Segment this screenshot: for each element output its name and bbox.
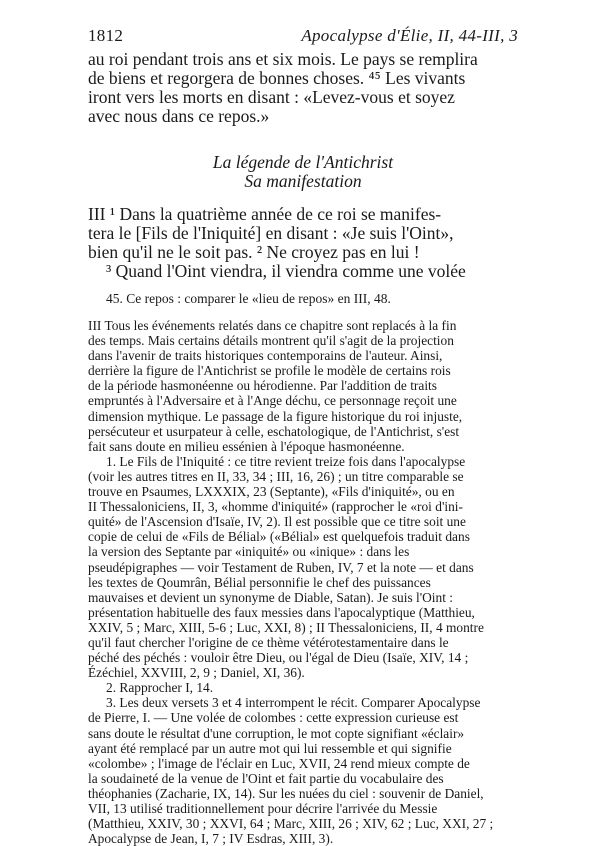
commentary-line: (voir les autres titres en II, 33, 34 ; III, 16, 26) ; un titre comparable se: [88, 468, 464, 484]
commentary-line: la version des Septante par «iniquité» ou «inique» : dans les: [88, 544, 410, 560]
commentary-line: «colombe» ; l'image de l'éclair en Luc, XVII, 24 rend mieux compte de: [88, 755, 470, 771]
commentary: [88, 318, 518, 846]
commentary-line: 1. Le Fils de l'Iniquité : ce titre revient treize fois dans l'apocalypse: [106, 453, 466, 469]
text-line: tera le [Fils de l'Iniquité] en disant : «Je suis l'Oint»,: [88, 223, 454, 243]
commentary-line: mauvaises et devient un synonyme de Diable, Satan). Je suis l'Oint :: [88, 589, 454, 605]
running-header: [88, 26, 518, 48]
text-line: avec nous dans ce repos.»: [88, 106, 270, 126]
commentary-line: VII, 13 utilisé traditionnellement pour décrire l'arrivée du Messie: [88, 801, 438, 816]
commentary-line: Apocalypse de Jean, I, 7 ; IV Esdras, XIII, 3).: [88, 831, 334, 846]
commentary-line: péché des péchés : vouloir être Dieu, ou l'égal de Dieu (Isaïe, XIV, 14 ;: [88, 650, 469, 666]
commentary-line: persécuteur et usurpateur à celle, eschatologique, de l'Antichrist, s'est: [88, 423, 460, 439]
commentary-line: ayant été remplacé par un autre mot qui lui ressemble et qui signifie: [88, 740, 452, 756]
text-line: bien qu'il ne le soit pas. ² Ne croyez pas en lui !: [88, 242, 420, 262]
commentary-line: trouve en Psaumes, LXXXIX, 23 (Septante), «Fils d'iniquité», ou en: [88, 484, 455, 500]
commentary-line: les textes de Qoumrân, Bélial personnifie le chef des puissances: [88, 574, 431, 590]
commentary-line: de Pierre, I. — Une volée de colombes : cette expression curieuse est: [88, 710, 459, 726]
commentary-line: empruntés à l'Adversaire et à l'Ange déchu, ce personnage reçoit une: [88, 393, 457, 409]
text-line: III ¹ Dans la quatrième année de ce roi se manifes-: [88, 204, 442, 224]
commentary-line: 3. Les deux versets 3 et 4 interrompent le récit. Comparer Apocalypse: [106, 695, 481, 711]
chapter-three-text: [88, 205, 518, 281]
heading-line-2: Sa manifestation: [244, 171, 362, 191]
commentary-line: dans l'avenir de traits historiques contemporains de l'auteur. Ainsi,: [88, 348, 443, 364]
commentary-line: II Thessaloniciens, II, 3, «homme d'iniquité» (rapprocher le «roi d'ini-: [88, 499, 463, 515]
commentary-line: 2. Rapprocher I, 14.: [106, 680, 214, 696]
commentary-line: des temps. Mais certains détails montrent qu'il s'agit de la projection: [88, 333, 454, 349]
commentary-line: présentation habituelle des faux messies dans l'apocalyptique (Matthieu,: [88, 604, 475, 620]
footnote-45: 45. Ce repos : comparer le «lieu de repos» en III, 48.: [106, 291, 391, 306]
commentary-line: quité» de l'Ascension d'Isaïe, IV, 2). Il est possible que ce titre soit une: [88, 514, 466, 530]
commentary-line: de la période hasmonéenne ou hérodienne. Par l'addition de traits: [88, 378, 437, 394]
text-line: ³ Quand l'Oint viendra, il viendra comme une volée: [106, 261, 466, 281]
commentary-line: pseudépigraphes — voir Testament de Ruben, IV, 7 et la note — et dans: [88, 559, 474, 575]
commentary-line: III Tous les événements relatés dans ce chapitre sont replacés à la fin: [88, 318, 457, 333]
commentary-line: copie de celui de «Fils de Bélial» («Bélial» est quelquefois traduit dans: [88, 529, 470, 545]
commentary-line: (Matthieu, XXIV, 30 ; XXVI, 64 ; Marc, XIII, 26 ; XIV, 62 ; Luc, XXI, 27 ;: [88, 816, 494, 832]
commentary-line: dimension mythique. Le passage de la figure historique du roi injuste,: [88, 408, 463, 424]
text-line: au roi pendant trois ans et six mois. Le pays se remplira: [88, 49, 478, 69]
section-heading: [88, 153, 518, 191]
commentary-line: théophanies (Zacharie, IX, 14). Sur les nuées du ciel : souvenir de Daniel,: [88, 785, 484, 801]
commentary-line: Ézéchiel, XXVIII, 2, 9 ; Daniel, XI, 36).: [88, 665, 305, 681]
page-number: 1812: [88, 26, 124, 45]
intro-paragraph: [88, 50, 518, 126]
running-title: Apocalypse d'Élie, II, 44-III, 3: [301, 26, 518, 45]
commentary-line: derrière la figure de l'Antichrist se profile le modèle de certains rois: [88, 363, 451, 379]
commentary-line: sans doute le résultat d'une corruption, le mot copte signifiant «éclair»: [88, 725, 465, 741]
text-line: iront vers les morts en disant : «Levez-vous et soyez: [88, 87, 455, 107]
commentary-line: fait sans doute en milieu essénien à l'époque hasmonéenne.: [88, 438, 405, 454]
commentary-line: XXIV, 5 ; Marc, XIII, 5-6 ; Luc, XXI, 8) ; II Thessaloniciens, II, 4 montre: [88, 619, 484, 635]
commentary-line: la soudaineté de la venue de l'Oint et fait partie du vocabulaire des: [88, 770, 444, 786]
commentary-line: qu'il faut chercher l'origine de ce thème vétérotestamentaire dans le: [88, 634, 449, 650]
heading-line-1: La légende de l'Antichrist: [212, 152, 394, 172]
text-line: de biens et regorgera de bonnes choses. ⁴⁵ Les vivants: [88, 68, 466, 88]
